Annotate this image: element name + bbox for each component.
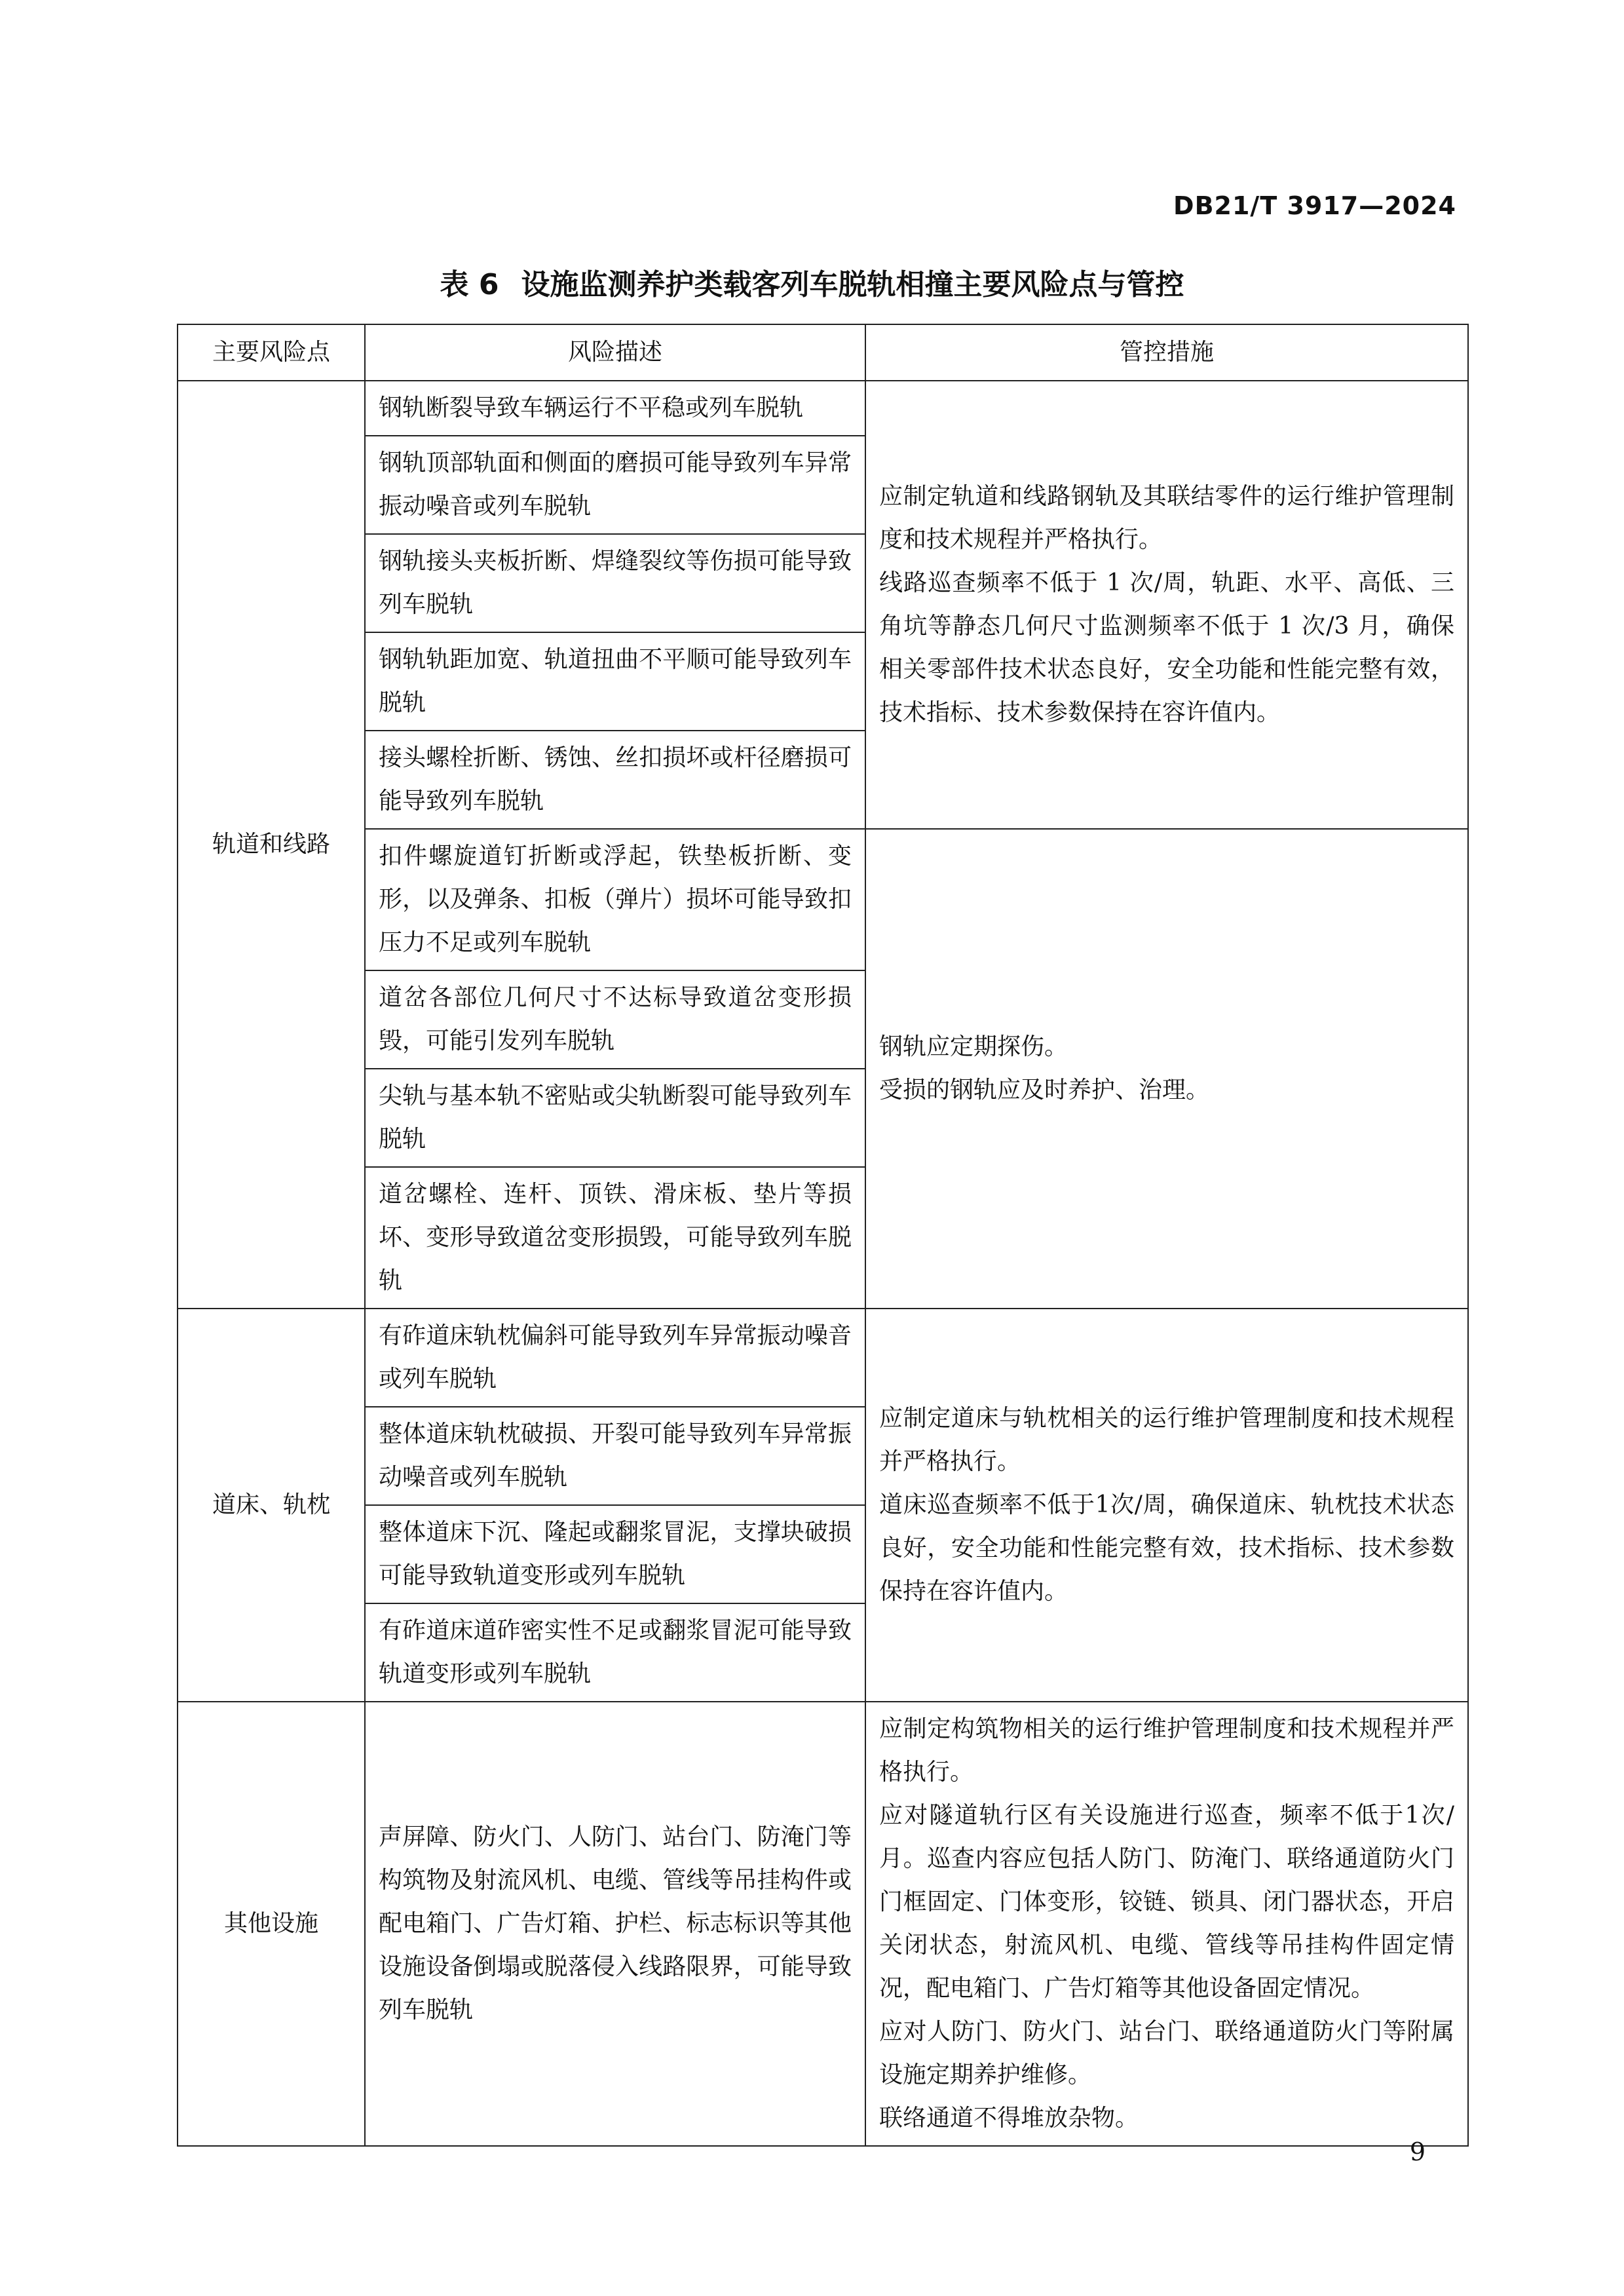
risk-description: 尖轨与基本轨不密贴或尖轨断裂可能导致列车脱轨 [365,1069,865,1167]
header-risk-point: 主要风险点 [178,324,365,381]
measure-paragraph: 联络通道不得堆放杂物。 [879,2105,1139,2132]
table-row [178,1309,1468,1407]
measure-paragraph: 应制定道床与轨枕相关的运行维护管理制度和技术规程并严格执行。 [879,1405,1454,1475]
category-other-facilities: 其他设施 [178,1702,365,2146]
control-measure [865,1309,1468,1702]
table-row [178,1702,1468,2146]
measure-paragraph: 应制定轨道和线路钢轨及其联结零件的运行维护管理制度和技术规程并严格执行。 [879,483,1454,553]
risk-description: 钢轨轨距加宽、轨道扭曲不平顺可能导致列车脱轨 [365,632,865,731]
risk-description: 钢轨接头夹板折断、焊缝裂纹等伤损可能导致列车脱轨 [365,534,865,632]
measure-paragraph: 应对人防门、防火门、站台门、联络通道防火门等附属设施定期养护维修。 [879,2018,1454,2088]
measure-paragraph: 线路巡查频率不低于 1 次/周，轨距、水平、高低、三角坑等静态几何尺寸监测频率不低于 1 次/3 月，确保相关零部件技术状态良好，安全功能和性能完整有效，技术指标、技术参数保持在容许值内。 [879,569,1454,726]
risk-description: 整体道床下沉、隆起或翻浆冒泥，支撑块破损可能导致轨道变形或列车脱轨 [365,1505,865,1603]
risk-description: 接头螺栓折断、锈蚀、丝扣损坏或杆径磨损可能导致列车脱轨 [365,731,865,829]
risk-description: 钢轨顶部轨面和侧面的磨损可能导致列车异常振动噪音或列车脱轨 [365,436,865,534]
control-measure [865,829,1468,1309]
category-ballast-sleeper: 道床、轨枕 [178,1309,365,1702]
risk-description: 有砟道床轨枕偏斜可能导致列车异常振动噪音或列车脱轨 [365,1309,865,1407]
category-track-line: 轨道和线路 [178,381,365,1309]
document-code: DB21/T 3917—2024 [1173,191,1456,220]
control-measure [865,1702,1468,2146]
risk-description: 道岔螺栓、连杆、顶铁、滑床板、垫片等损坏、变形导致道岔变形损毁，可能导致列车脱轨 [365,1167,865,1309]
header-control-measures: 管控措施 [865,324,1468,381]
table-caption [0,261,1624,303]
risk-description: 道岔各部位几何尺寸不达标导致道岔变形损毁，可能引发列车脱轨 [365,970,865,1069]
control-measure [865,381,1468,829]
risk-control-table [177,324,1469,2147]
table-number: 表 6 [440,268,499,301]
risk-description: 整体道床轨枕破损、开裂可能导致列车异常振动噪音或列车脱轨 [365,1407,865,1505]
risk-description: 有砟道床道砟密实性不足或翻浆冒泥可能导致轨道变形或列车脱轨 [365,1603,865,1702]
page-number: 9 [1409,2137,1426,2166]
table-row [178,381,1468,436]
risk-description: 声屏障、防火门、人防门、站台门、防淹门等构筑物及射流风机、电缆、管线等吊挂构件或配电箱门、广告灯箱、护栏、标志标识等其他设施设备倒塌或脱落侵入线路限界，可能导致列车脱轨 [365,1702,865,2146]
measure-paragraph: 钢轨应定期探伤。 [879,1033,1068,1060]
table-title: 设施监测养护类载客列车脱轨相撞主要风险点与管控 [521,268,1184,301]
measure-paragraph: 应制定构筑物相关的运行维护管理制度和技术规程并严格执行。 [879,1715,1454,1786]
table-header-row [178,324,1468,381]
header-risk-description: 风险描述 [365,324,865,381]
measure-paragraph: 道床巡查频率不低于1次/周，确保道床、轨枕技术状态良好，安全功能和性能完整有效，技术指标、技术参数保持在容许值内。 [879,1491,1454,1605]
measure-paragraph: 受损的钢轨应及时养护、治理。 [879,1077,1210,1103]
table-row [178,829,1468,970]
measure-paragraph: 应对隧道轨行区有关设施进行巡查，频率不低于1次/月。巡查内容应包括人防门、防淹门、联络通道防火门门框固定、门体变形，铰链、锁具、闭门器状态，开启关闭状态，射流风机、电缆、管线等吊挂构件固定情况，配电箱门、广告灯箱等其他设备固定情况。 [879,1802,1454,2002]
risk-description: 扣件螺旋道钉折断或浮起，铁垫板折断、变形，以及弹条、扣板（弹片）损坏可能导致扣压力不足或列车脱轨 [365,829,865,970]
risk-description: 钢轨断裂导致车辆运行不平稳或列车脱轨 [365,381,865,436]
